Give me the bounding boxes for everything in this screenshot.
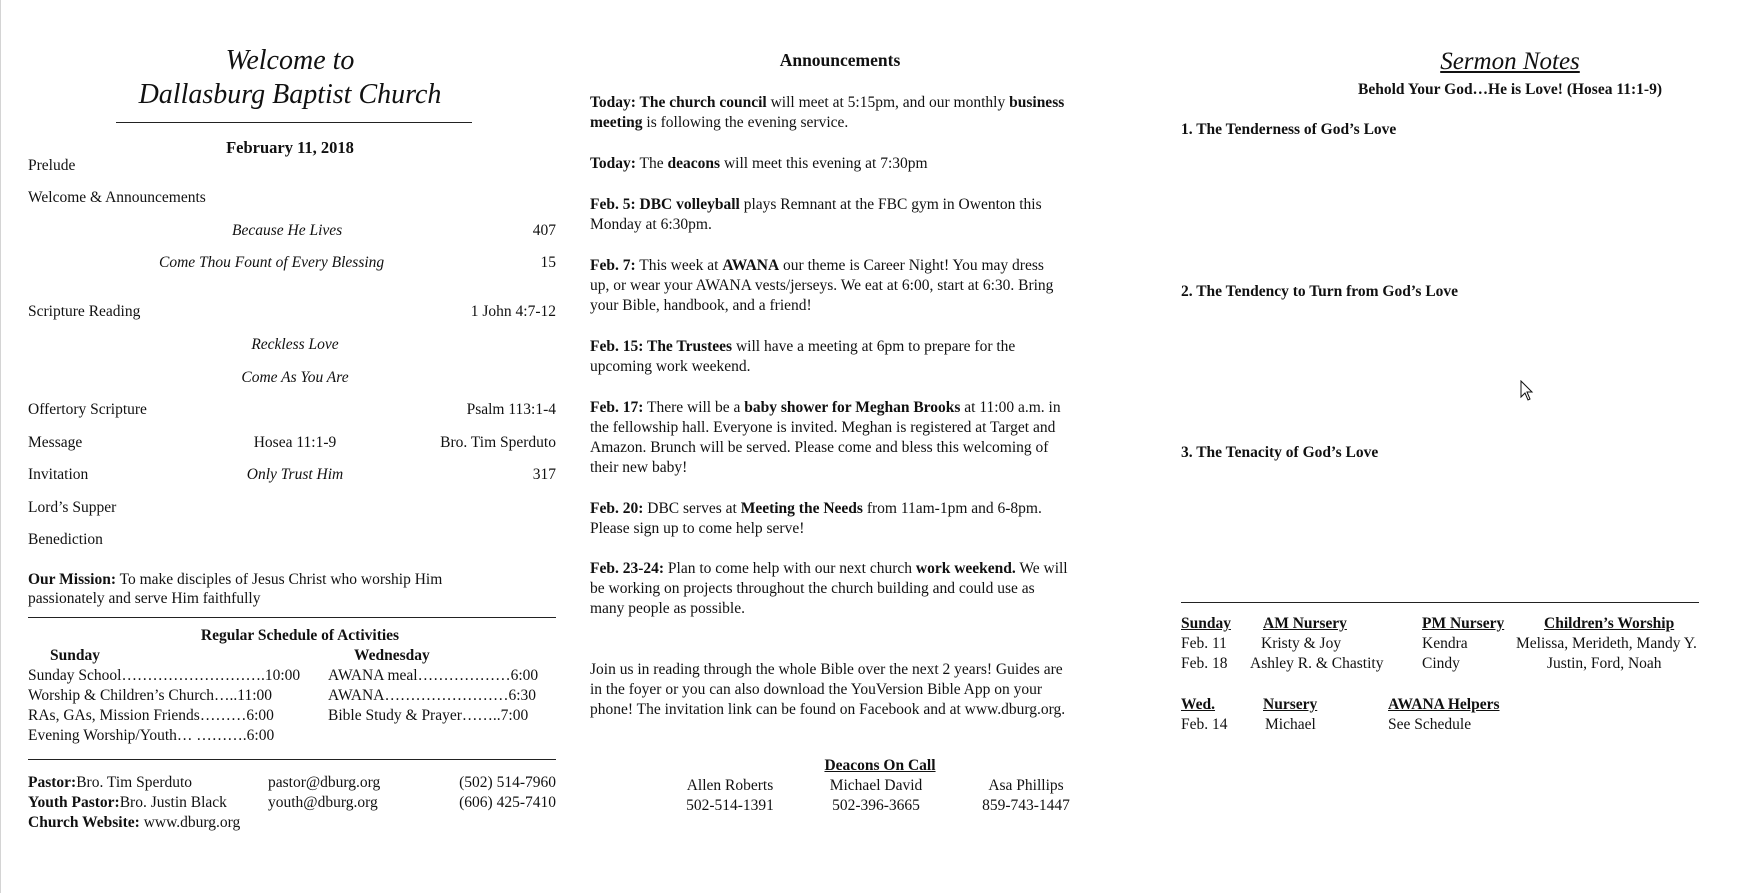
youth-pastor-phone: (606) 425-7410 bbox=[459, 794, 556, 811]
schedule-item: RAs, GAs, Mission Friends………6:00 bbox=[28, 707, 274, 724]
nursery-header-pm: PM Nursery bbox=[1422, 615, 1505, 632]
announcement: Feb. 5: DBC volleyball plays Remnant at the FBC gym in Owenton this Monday at 6:30pm. bbox=[590, 196, 1042, 233]
worship-item-label: Prelude bbox=[28, 157, 76, 174]
childrens-worship: Melissa, Merideth, Mandy Y. bbox=[1516, 635, 1697, 652]
hymn-title: Only Trust Him bbox=[246, 466, 344, 483]
sermon-notes-panel bbox=[1180, 0, 1757, 893]
schedule-item: AWANA meal………………6:00 bbox=[328, 667, 539, 684]
welcome-title-line1: Welcome to bbox=[225, 45, 355, 76]
sermon-point: 1. The Tenderness of God’s Love bbox=[1181, 121, 1397, 138]
announcement: Feb. 20: DBC serves at Meeting the Needs from 11am-1pm and 6-8pm. Please sign up to come help serve! bbox=[590, 500, 1042, 537]
worship-item-label: Offertory Scripture bbox=[28, 401, 147, 418]
sermon-notes-title: Sermon Notes bbox=[1440, 48, 1580, 75]
scripture-ref: 1 John 4:7-12 bbox=[470, 303, 556, 320]
sermon-text: Hosea 11:1-9 bbox=[253, 434, 337, 451]
sermon-point: 3. The Tenacity of God’s Love bbox=[1181, 444, 1379, 461]
pastor-phone: (502) 514-7960 bbox=[459, 774, 556, 791]
church-website: Church Website: www.dburg.org bbox=[28, 814, 241, 831]
announcement: Feb. 7: This week at AWANA our theme is Career Night! You may dress up, or wear your AWANA vests/jerseys. We eat at 6:00, start at 6:30. Bring your Bible, handbook, and a friend! bbox=[590, 257, 1054, 314]
nursery-am: Kristy & Joy bbox=[1261, 635, 1342, 652]
deacon-phone: 502-396-3665 bbox=[832, 797, 920, 814]
worship-item-label: Scripture Reading bbox=[28, 303, 141, 320]
nursery-pm: Kendra bbox=[1422, 635, 1468, 652]
nursery-header-childrens-worship: Children’s Worship bbox=[1544, 615, 1675, 632]
worship-item-label: Message bbox=[28, 434, 83, 451]
youth-pastor-contact: Youth Pastor:Bro. Justin Black bbox=[28, 794, 227, 811]
pastor-email: pastor@dburg.org bbox=[268, 774, 381, 791]
schedule-item: Bible Study & Prayer……..7:00 bbox=[328, 707, 529, 724]
nursery-header-nursery: Nursery bbox=[1263, 696, 1318, 713]
nursery-header-am: AM Nursery bbox=[1263, 615, 1347, 632]
announcements-panel bbox=[560, 0, 1160, 893]
worship-item-label: Benediction bbox=[28, 531, 103, 548]
mission-label: Our Mission: bbox=[28, 571, 116, 588]
sermon-point: 2. The Tendency to Turn from God’s Love bbox=[1181, 283, 1459, 300]
hymn-title: Because He Lives bbox=[232, 222, 343, 239]
hymn-number: 317 bbox=[532, 466, 556, 483]
nursery-rule bbox=[1181, 602, 1699, 603]
deacons-title: Deacons On Call bbox=[824, 757, 936, 774]
deacon-phone: 502-514-1391 bbox=[686, 797, 774, 814]
announcement: Feb. 15: The Trustees will have a meeting at 6pm to prepare for the upcoming work weekend. bbox=[590, 338, 1016, 375]
deacon-name: Michael David bbox=[829, 777, 923, 794]
schedule-item: AWANA……………………6:30 bbox=[328, 687, 537, 704]
deacon-name: Asa Phillips bbox=[988, 777, 1064, 794]
bible-reading-note: Join us in reading through the whole Bible over the next 2 years! Guides are in the foyer or you can also download the YouVersion Bible App on your phone! The invitation link can be found on Facebook and at www.dburg.org. bbox=[590, 661, 1066, 718]
order-of-worship-panel bbox=[0, 0, 560, 893]
mission-statement bbox=[28, 571, 442, 589]
song-title: Come As You Are bbox=[241, 369, 349, 386]
wed-date: Feb. 14 bbox=[1181, 716, 1228, 733]
schedule-item: Worship & Children’s Church…..11:00 bbox=[28, 687, 273, 704]
schedule-item: Evening Worship/Youth… ……….6:00 bbox=[28, 727, 275, 744]
announcement: Feb. 23-24: Plan to come help with our next church work weekend. We will be working on projects throughout the church building and could use as many people as possible. bbox=[590, 560, 1068, 617]
nursery-pm: Cindy bbox=[1422, 655, 1460, 672]
song-title: Reckless Love bbox=[251, 336, 339, 353]
schedule-item: Sunday School……………………….10:00 bbox=[28, 667, 301, 684]
preacher-name: Bro. Tim Sperduto bbox=[440, 434, 556, 451]
contacts-rule bbox=[28, 759, 556, 760]
welcome-title-line2: Dallasburg Baptist Church bbox=[138, 79, 442, 110]
deacon-name: Allen Roberts bbox=[686, 777, 774, 794]
nursery-date: Feb. 18 bbox=[1181, 655, 1228, 672]
schedule-rule bbox=[28, 617, 556, 618]
pastor-contact: Pastor:Bro. Tim Sperduto bbox=[28, 774, 193, 791]
worship-item-label: Welcome & Announcements bbox=[28, 189, 206, 206]
nursery-header-awana: AWANA Helpers bbox=[1388, 696, 1500, 713]
hymn-title: Come Thou Fount of Every Blessing bbox=[159, 254, 385, 271]
sunday-header: Sunday bbox=[50, 647, 100, 664]
mission-text-cont: passionately and serve Him faithfully bbox=[28, 590, 261, 607]
wednesday-header: Wednesday bbox=[354, 647, 430, 664]
announcements-title: Announcements bbox=[779, 50, 901, 70]
hymn-number: 407 bbox=[532, 222, 556, 239]
announcement: Feb. 17: There will be a baby shower for Meghan Brooks at 11:00 a.m. in the fellowship hall. Everyone is invited. Meghan is registered at Target and Amazon. Brunch will be served. Please come and bless this welcoming of their new baby! bbox=[590, 399, 1061, 476]
nursery-date: Feb. 11 bbox=[1181, 635, 1227, 652]
mission-text: To make disciples of Jesus Christ who worship Him bbox=[116, 571, 443, 588]
wed-nursery: Michael bbox=[1265, 716, 1316, 733]
worship-item-label: Invitation bbox=[28, 466, 89, 483]
nursery-header-wed: Wed. bbox=[1181, 696, 1216, 713]
scripture-ref: Psalm 113:1-4 bbox=[466, 401, 556, 418]
youth-pastor-email: youth@dburg.org bbox=[268, 794, 378, 811]
sermon-subtitle: Behold Your God…He is Love! (Hosea 11:1-9) bbox=[1358, 81, 1662, 98]
childrens-worship: Justin, Ford, Noah bbox=[1547, 655, 1662, 672]
service-date: February 11, 2018 bbox=[226, 138, 354, 157]
nursery-header-sunday: Sunday bbox=[1181, 615, 1231, 632]
schedule-title: Regular Schedule of Activities bbox=[200, 627, 400, 644]
nursery-am: Ashley R. & Chastity bbox=[1250, 655, 1384, 672]
wed-awana: See Schedule bbox=[1388, 716, 1472, 733]
announcement: Today: The deacons will meet this evening at 7:30pm bbox=[590, 155, 928, 172]
hymn-number: 15 bbox=[540, 254, 556, 271]
title-rule bbox=[116, 122, 472, 123]
worship-item-label: Lord’s Supper bbox=[28, 499, 117, 516]
announcement: Today: The church council will meet at 5:15pm, and our monthly business meeting is following the evening service. bbox=[590, 94, 1065, 131]
deacon-phone: 859-743-1447 bbox=[982, 797, 1070, 814]
